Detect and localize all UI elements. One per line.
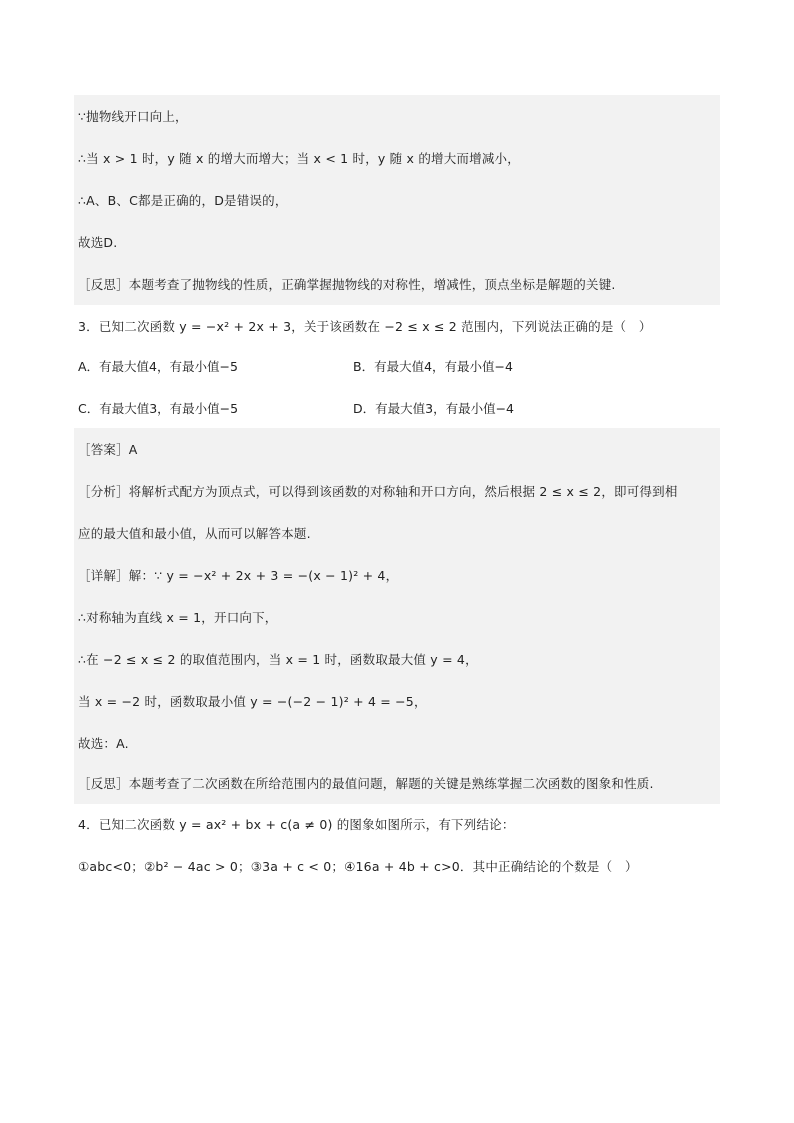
text: ①abc<0；②b² − 4ac > 0；③3a + c < 0；④16a + 4b + c>0．其中正确结论的个数是（ ） [78,859,638,874]
question-4-conclusions [74,845,720,887]
analysis-3-line-1 [74,470,720,512]
text: ［反思］本题考查了抛物线的性质，正确掌握抛物线的对称性，增减性，顶点坐标是解题的关键. [78,277,616,292]
text: 故选D. [78,235,118,250]
detail-3-line-2 [74,596,720,638]
question-3-option-c [78,387,238,429]
text: A．有最大值4，有最小值−5 [78,359,238,374]
solution-line-parabola-opens-up [74,95,720,137]
detail-3-line-3 [74,638,720,680]
question-3-option-b [353,345,513,387]
reflection-3 [74,762,720,804]
text: 3．已知二次函数 y = −x² + 2x + 3，关于该函数在 −2 ≤ x ≤ 2 范围内，下列说法正确的是（ ） [78,319,652,334]
solution-line-monotonicity [74,137,720,179]
text: ［答案］A [78,442,138,457]
text: ［反思］本题考查了二次函数在所给范围内的最值问题，解题的关键是熟练掌握二次函数的图象和性质. [78,776,654,791]
text: ∴对称轴为直线 x = 1，开口向下， [78,610,278,625]
text: 应的最大值和最小值，从而可以解答本题. [78,526,311,541]
text: ［分析］将解析式配方为顶点式，可以得到该函数的对称轴和开口方向，然后根据 2 ≤ x ≤ 2，即可得到相 [78,484,678,499]
solution-reflection [74,263,720,305]
text: 当 x = −2 时，函数取最小值 y = −(−2 − 1)² + 4 = −5， [78,694,427,709]
detail-3-line-4 [74,680,720,722]
text: ∵抛物线开口向上， [78,109,188,124]
analysis-3-line-2 [74,512,720,554]
solution-line-choose-d [74,221,720,263]
answer-3 [74,428,720,470]
text: B．有最大值4，有最小值−4 [353,359,513,374]
detail-3-line-1 [74,554,720,596]
text: 4．已知二次函数 y = ax² + bx + c(a ≠ 0) 的图象如图所示，有下列结论： [78,817,515,832]
text: C．有最大值3，有最小值−5 [78,401,239,416]
text: ∴在 −2 ≤ x ≤ 2 的取值范围内，当 x = 1 时，函数取最大值 y = 4， [78,652,478,667]
text: D．有最大值3，有最小值−4 [353,401,515,416]
question-3-option-a [78,345,238,387]
text: ［详解］解：∵ y = −x² + 2x + 3 = −(x − 1)² + 4， [78,568,399,583]
question-3-stem [74,305,720,347]
text: 故选：A. [78,736,129,751]
detail-3-line-5 [74,722,720,764]
question-3-option-d [353,387,514,429]
text: ∴当 x > 1 时，y 随 x 的增大而增大；当 x < 1 时，y 随 x 的增大而增减小， [78,151,520,166]
question-4-stem [74,803,720,845]
solution-line-abc-correct [74,179,720,221]
text: ∴A、B、C都是正确的，D是错误的， [78,193,288,208]
